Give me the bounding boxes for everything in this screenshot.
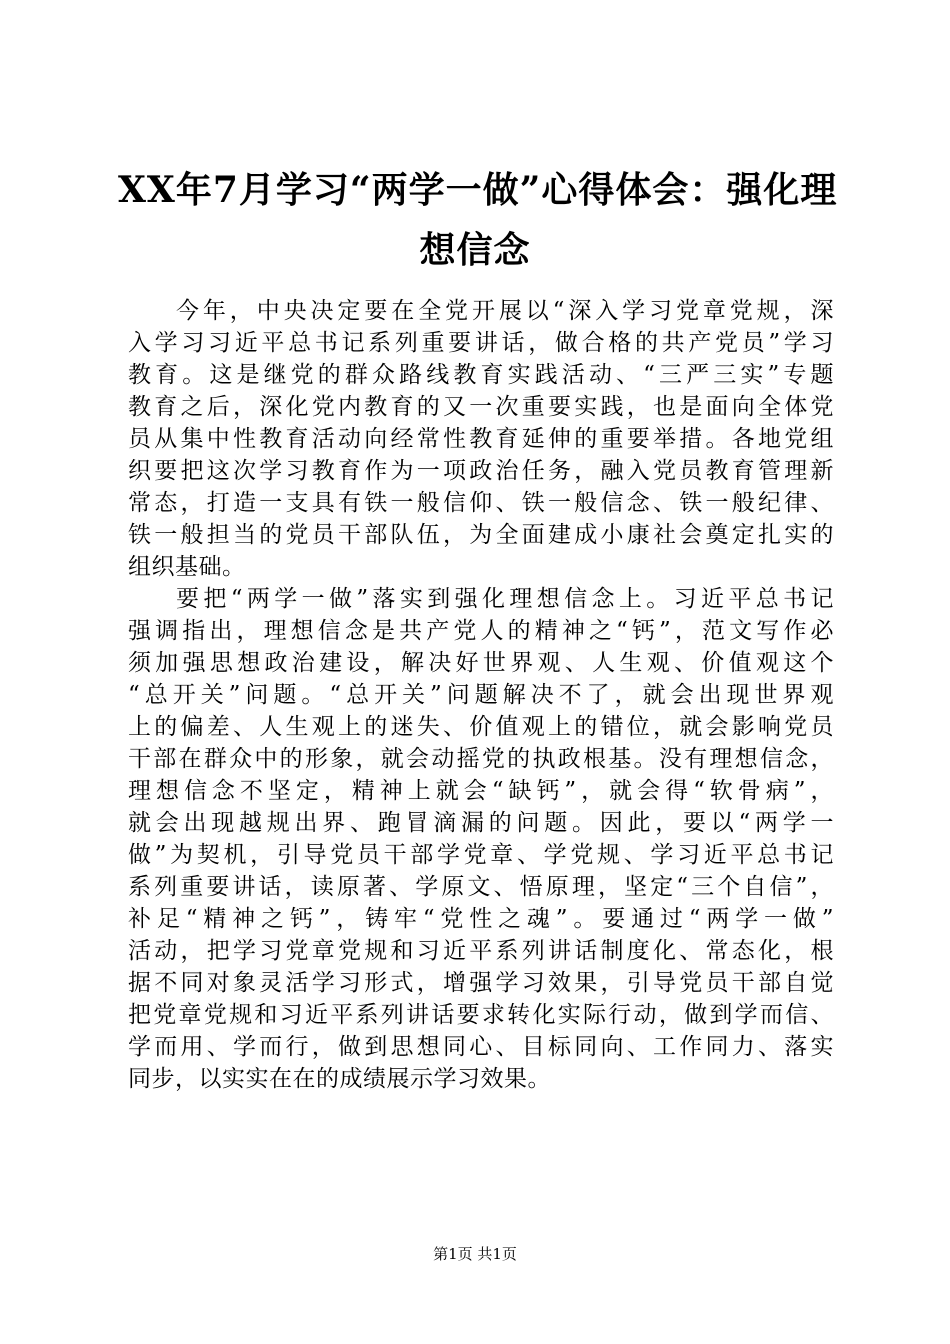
text-line: 补足“精神之钙”，铸牢“党性之魂”。要通过“两学一做” [128, 906, 834, 932]
paragraph-2 [128, 583, 834, 1095]
text-line: 教育。这是继党的群众路线教育实践活动、“三严三实”专题 [128, 362, 834, 388]
text-line: “总开关”问题。“总开关”问题解决不了，就会出现世界观 [128, 682, 834, 708]
title-line: 想信念 [419, 229, 531, 271]
text-line: 做”为契机，引导党员干部学党章、学党规、学习近平总书记 [128, 842, 834, 868]
text-line: 铁一般担当的党员干部队伍，为全面建成小康社会奠定扎实的 [128, 522, 834, 548]
text-line: 干部在群众中的形象，就会动摇党的执政根基。没有理想信念， [128, 746, 834, 772]
text-line: 织要把这次学习教育作为一项政治任务，融入党员教育管理新 [128, 458, 834, 484]
text-line: 就会出现越规出界、跑冒滴漏的问题。因此，要以“两学一 [128, 810, 834, 836]
text-line: 强调指出，理想信念是共产党人的精神之“钙”，范文写作必 [128, 618, 834, 644]
text-line: 上的偏差、人生观上的迷失、价值观上的错位，就会影响党员 [128, 714, 834, 740]
text-line: 系列重要讲话，读原著、学原文、悟原理，坚定“三个自信”， [128, 874, 834, 900]
title-line: XX年7月学习“两学一做”心得体会：强化理 [118, 169, 838, 211]
text-line: 要把“两学一做”落实到强化理想信念上。习近平总书记 [176, 586, 834, 612]
text-line: 理想信念不坚定，精神上就会“缺钙”，就会得“软骨病”， [128, 778, 834, 804]
text-line: 组织基础。 [128, 554, 246, 580]
text-line: 须加强思想政治建设，解决好世界观、人生观、价值观这个 [128, 650, 834, 676]
page-footer: 第1页 共1页 [433, 1245, 517, 1263]
text-line: 教育之后，深化党内教育的又一次重要实践，也是面向全体党 [128, 394, 834, 420]
text-line: 学而用、学而行，做到思想同心、目标同向、工作同力、落实 [128, 1034, 834, 1060]
text-line: 据不同对象灵活学习形式，增强学习效果，引导党员干部自觉 [128, 970, 834, 996]
text-line: 把党章党规和习近平系列讲话要求转化实际行动，做到学而信、 [128, 1002, 834, 1028]
text-line: 同步，以实实在在的成绩展示学习效果。 [128, 1066, 551, 1092]
text-line: 活动，把学习党章党规和习近平系列讲话制度化、常态化，根 [128, 938, 834, 964]
text-line: 今年，中央决定要在全党开展以“深入学习党章党规，深 [176, 298, 834, 324]
text-line: 员从集中性教育活动向经常性教育延伸的重要举措。各地党组 [128, 426, 834, 452]
text-line: 入学习习近平总书记系列重要讲话，做合格的共产党员”学习 [128, 330, 834, 356]
document-title [118, 160, 838, 280]
document-body [128, 295, 834, 1095]
text-line: 常态，打造一支具有铁一般信仰、铁一般信念、铁一般纪律、 [128, 490, 834, 516]
paragraph-1 [128, 295, 834, 583]
